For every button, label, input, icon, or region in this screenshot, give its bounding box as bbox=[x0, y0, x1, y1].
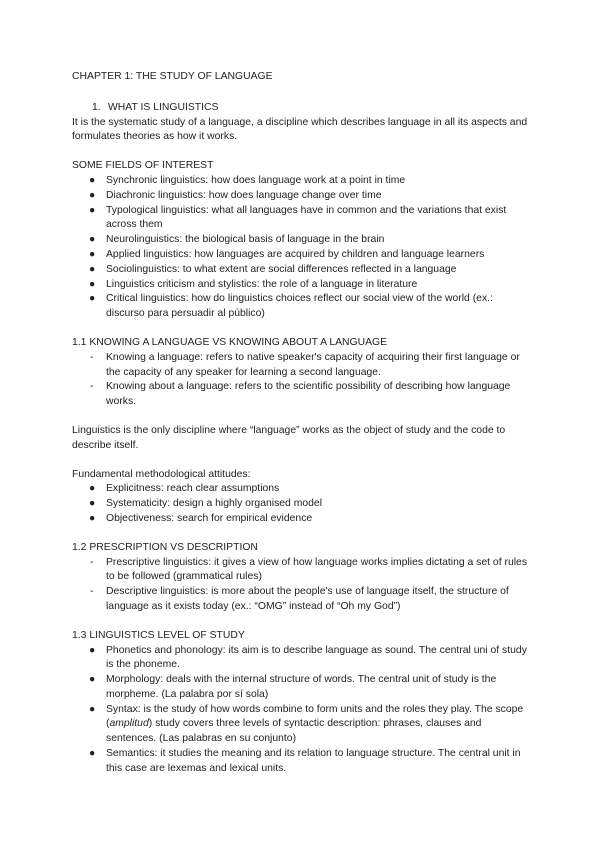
list-item: - Knowing a language: refers to native speaker's capacity of acquiring their first language or the capacity of any speaker for learning a second language. bbox=[90, 351, 520, 378]
linguistics-paragraph: Linguistics is the only discipline where “language” works as the object of study and the code to describe itself. bbox=[72, 424, 506, 451]
list-item: ● Phonetics and phonology: its aim is to describe language as sound. The central uni of study is the phoneme. bbox=[89, 644, 527, 671]
section-1-heading bbox=[92, 101, 532, 116]
list-item: ● Systematicity: design a highly organised model bbox=[72, 497, 532, 512]
section-1-2-heading: 1.2 PRESCRIPTION VS DESCRIPTION bbox=[72, 541, 258, 553]
list-item: ● Critical linguistics: how do linguistics choices reflect our social view of the world (ex.: discurso para persuadir al público) bbox=[89, 293, 493, 320]
bullet-icon: ● bbox=[89, 748, 96, 760]
bullet-icon: ● bbox=[89, 674, 96, 686]
list-item: - Descriptive linguistics: is more about the people's use of language itself, the structure of language as it exists today (ex.: “OMG” instead of “Oh my God”) bbox=[90, 586, 509, 612]
bullet-icon: ● bbox=[89, 644, 96, 656]
list-item: ● Morphology: deals with the internal structure of words. The central unit of study is the morpheme. (La palabra por sí sola) bbox=[89, 674, 497, 700]
chapter-title: CHAPTER 1: THE STUDY OF LANGUAGE bbox=[72, 71, 273, 82]
knowing-list bbox=[72, 351, 532, 410]
bullet-icon: ● bbox=[89, 263, 96, 275]
list-item: ● Sociolinguistics: to what extent are social differences reflected in a language bbox=[72, 263, 532, 278]
list-item: ● Typological linguistics: what all languages have in common and the variations that exist across them bbox=[89, 204, 507, 231]
document-body bbox=[72, 70, 532, 777]
fields-list bbox=[72, 174, 532, 322]
bullet-icon: ● bbox=[89, 174, 96, 186]
list-item: - Prescriptive linguistics: it gives a view of how language works implies dictating a set of rules to be followed (grammatical rules) bbox=[90, 556, 528, 583]
bullet-icon: ● bbox=[89, 483, 96, 495]
list-item: ● Neurolinguistics: the biological basis of language in the brain bbox=[72, 233, 532, 248]
dash-marker: - bbox=[90, 351, 94, 363]
attitudes-heading: Fundamental methodological attitudes: bbox=[72, 468, 251, 480]
prescription-list bbox=[72, 556, 532, 615]
bullet-icon: ● bbox=[89, 278, 96, 290]
section-1-title: WHAT IS LINGUISTICS bbox=[108, 101, 219, 113]
dash-marker: - bbox=[90, 586, 94, 598]
list-item: ● Objectiveness: search for empirical evidence bbox=[72, 512, 532, 527]
list-item: ● Semantics: it studies the meaning and its relation to language structure. The central unit in this case are lexemas and lexical units. bbox=[89, 748, 521, 774]
dash-marker: - bbox=[90, 556, 94, 568]
list-item: ● Synchronic linguistics: how does language work at a point in time bbox=[72, 174, 532, 189]
levels-list bbox=[72, 644, 532, 777]
dash-marker: - bbox=[90, 381, 94, 393]
bullet-icon: ● bbox=[89, 293, 96, 305]
bullet-icon: ● bbox=[89, 248, 96, 260]
attitudes-list bbox=[72, 482, 532, 526]
list-item: ● Applied linguistics: how languages are acquired by children and language learners bbox=[72, 248, 532, 263]
bullet-icon: ● bbox=[89, 703, 96, 715]
list-item: ● Diachronic linguistics: how does language change over time bbox=[72, 189, 532, 204]
bullet-icon: ● bbox=[89, 498, 96, 510]
list-item: ● Linguistics criticism and stylistics: the role of a language in literature bbox=[72, 278, 532, 293]
amplitud-italic: amplitud bbox=[109, 718, 149, 730]
list-item: ● Syntax: is the study of how words combine to form units and the roles they play. The scope (amplitud) study covers three levels of syntactic description: phrases, clauses and sentences. (Las palabras en su conjunto) bbox=[89, 703, 524, 745]
bullet-icon: ● bbox=[89, 234, 96, 246]
section-1-paragraph: It is the systematic study of a language, a discipline which describes language in all its aspects and formulates theories as how it works. bbox=[72, 116, 528, 143]
list-item: ● Explicitness: reach clear assumptions bbox=[72, 482, 532, 497]
section-1-number: 1. bbox=[92, 101, 101, 113]
list-item: - Knowing about a language: refers to the scientific possibility of describing how language works. bbox=[90, 381, 511, 408]
fields-heading: SOME FIELDS OF INTEREST bbox=[72, 160, 214, 172]
bullet-icon: ● bbox=[89, 204, 96, 216]
section-1-1-heading: 1.1 KNOWING A LANGUAGE VS KNOWING ABOUT A LANGUAGE bbox=[72, 336, 388, 348]
section-1-3-heading: 1.3 LINGUISTICS LEVEL OF STUDY bbox=[72, 629, 245, 641]
bullet-icon: ● bbox=[89, 512, 96, 524]
bullet-icon: ● bbox=[89, 189, 96, 201]
